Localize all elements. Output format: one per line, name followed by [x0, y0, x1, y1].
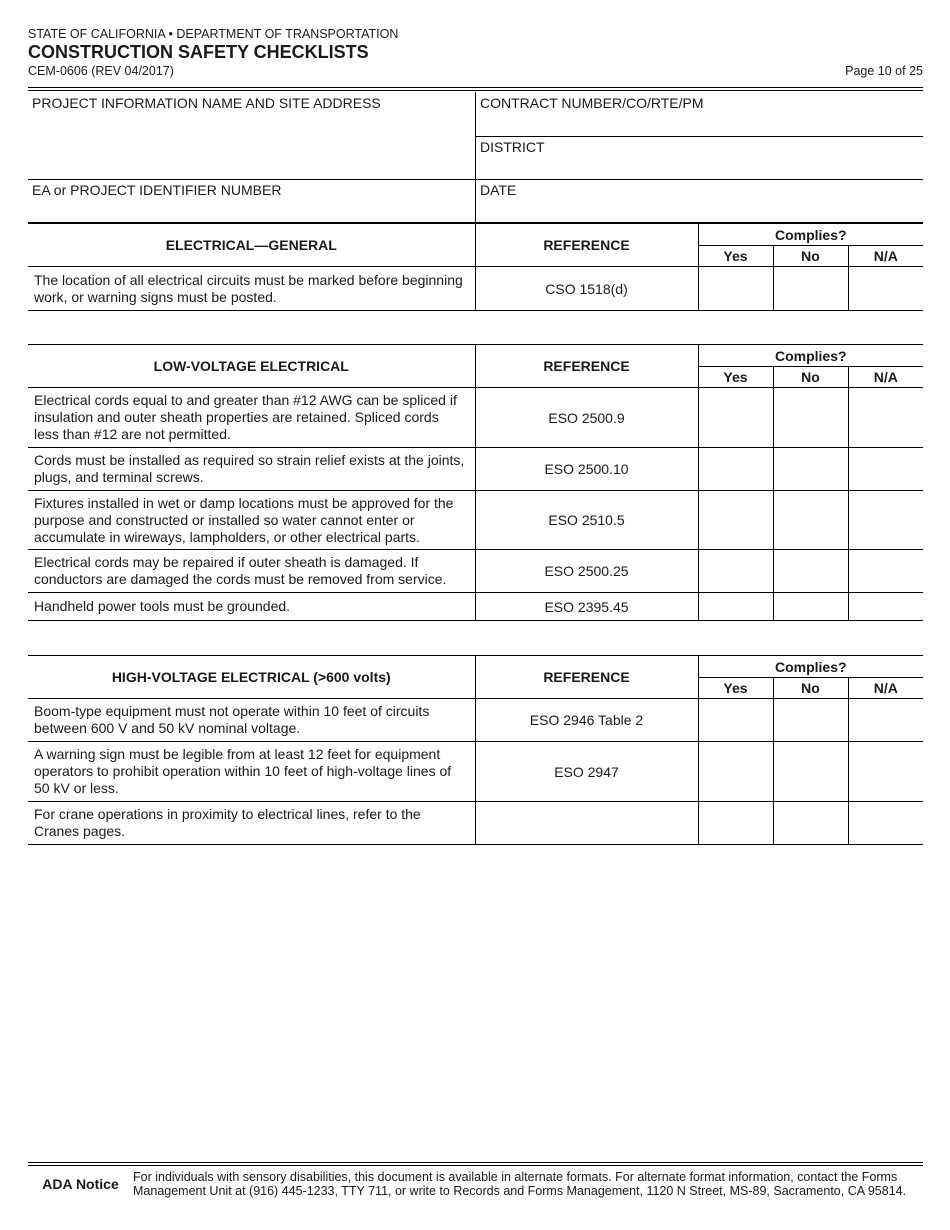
- reference-code: [475, 802, 698, 845]
- agency-name: STATE OF CALIFORNIA • DEPARTMENT OF TRANSPORTATION: [28, 27, 399, 41]
- complies-heading: Complies?: [698, 345, 923, 367]
- table-row: [28, 388, 923, 448]
- project-info-block: [28, 92, 923, 223]
- requirement-text: Electrical cords equal to and greater than #12 AWG can be spliced if insulation and outer sheath properties are retained. Spliced cords less than #12 are not permitted.: [28, 388, 475, 448]
- page-number: Page 10 of 25: [845, 64, 923, 78]
- na-checkbox[interactable]: [848, 699, 923, 742]
- reference-code: ESO 2510.5: [475, 491, 698, 550]
- date-field[interactable]: [476, 179, 923, 201]
- yes-checkbox[interactable]: [698, 802, 773, 845]
- na-checkbox[interactable]: [848, 448, 923, 491]
- na-checkbox[interactable]: [848, 802, 923, 845]
- electrical-general-table: [28, 223, 923, 311]
- reference-heading: REFERENCE: [475, 656, 698, 699]
- footer-divider: [28, 1162, 923, 1163]
- table-row: [28, 742, 923, 802]
- form-header: [28, 27, 923, 79]
- na-checkbox[interactable]: [848, 742, 923, 802]
- requirement-text: A warning sign must be legible from at least 12 feet for equipment operators to prohibit operation within 10 feet of high-voltage lines of 50 kV or less.: [28, 742, 475, 802]
- table-row: [28, 699, 923, 742]
- form-title: CONSTRUCTION SAFETY CHECKLISTS: [28, 42, 369, 62]
- reference-code: ESO 2500.10: [475, 448, 698, 491]
- yes-checkbox[interactable]: [698, 742, 773, 802]
- no-checkbox[interactable]: [773, 802, 848, 845]
- no-heading: No: [773, 246, 848, 267]
- section-heading: LOW-VOLTAGE ELECTRICAL: [28, 345, 475, 388]
- district-label: DISTRICT: [480, 139, 545, 155]
- contract-number-label: CONTRACT NUMBER/CO/RTE/PM: [480, 95, 704, 111]
- na-heading: N/A: [848, 367, 923, 388]
- no-checkbox[interactable]: [773, 593, 848, 621]
- yes-heading: Yes: [698, 678, 773, 699]
- header-divider: [28, 87, 923, 88]
- reference-code: ESO 2500.9: [475, 388, 698, 448]
- project-info-field[interactable]: [28, 92, 475, 114]
- yes-heading: Yes: [698, 246, 773, 267]
- project-info-left: [28, 92, 475, 223]
- no-checkbox[interactable]: [773, 550, 848, 593]
- yes-checkbox[interactable]: [698, 593, 773, 621]
- na-checkbox[interactable]: [848, 491, 923, 550]
- ada-notice: [28, 1170, 923, 1198]
- no-heading: No: [773, 367, 848, 388]
- na-checkbox[interactable]: [848, 267, 923, 311]
- reference-code: ESO 2500.25: [475, 550, 698, 593]
- ada-notice-text: For individuals with sensory disabilities, this document is available in alternate formats. For alternate format information, contact the Forms Management Unit at (916) 445-1233, TTY 711, or write to Records and Forms Management, 1120 N Street, MS-89, Sacramento, CA 95814.: [133, 1170, 907, 1198]
- form-number: CEM-0606 (REV 04/2017): [28, 64, 174, 78]
- na-checkbox[interactable]: [848, 388, 923, 448]
- date-label: DATE: [480, 182, 517, 198]
- yes-checkbox[interactable]: [698, 267, 773, 311]
- no-heading: No: [773, 678, 848, 699]
- table-row: [28, 593, 923, 621]
- table-row: [28, 448, 923, 491]
- no-checkbox[interactable]: [773, 699, 848, 742]
- no-checkbox[interactable]: [773, 491, 848, 550]
- ada-notice-label: ADA Notice: [42, 1176, 119, 1192]
- ea-identifier-label: EA or PROJECT IDENTIFIER NUMBER: [32, 182, 282, 198]
- yes-checkbox[interactable]: [698, 550, 773, 593]
- low-voltage-table: [28, 344, 923, 621]
- project-info-right: [475, 92, 923, 223]
- requirement-text: Handheld power tools must be grounded.: [28, 593, 475, 621]
- section-heading: HIGH-VOLTAGE ELECTRICAL (>600 volts): [28, 656, 475, 699]
- no-checkbox[interactable]: [773, 742, 848, 802]
- yes-checkbox[interactable]: [698, 388, 773, 448]
- reference-heading: REFERENCE: [475, 224, 698, 267]
- contract-number-field[interactable]: [476, 92, 923, 114]
- complies-heading: Complies?: [698, 656, 923, 678]
- requirement-text: Boom-type equipment must not operate within 10 feet of circuits between 600 V and 50 kV nominal voltage.: [28, 699, 475, 742]
- na-checkbox[interactable]: [848, 593, 923, 621]
- complies-heading: Complies?: [698, 224, 923, 246]
- yes-checkbox[interactable]: [698, 699, 773, 742]
- form-meta-row: [28, 64, 923, 79]
- table-row: [28, 267, 923, 311]
- yes-checkbox[interactable]: [698, 448, 773, 491]
- requirement-text: For crane operations in proximity to electrical lines, refer to the Cranes pages.: [28, 802, 475, 845]
- reference-code: ESO 2395.45: [475, 593, 698, 621]
- reference-code: ESO 2947: [475, 742, 698, 802]
- requirement-text: Fixtures installed in wet or damp locations must be approved for the purpose and constructed or installed so water cannot enter or accumulate in wireways, lampholders, or other electrical parts.: [28, 491, 475, 550]
- reference-code: CSO 1518(d): [475, 267, 698, 311]
- yes-checkbox[interactable]: [698, 491, 773, 550]
- ea-identifier-field[interactable]: [28, 179, 475, 201]
- table-row: [28, 491, 923, 550]
- table-row: [28, 802, 923, 845]
- reference-code: ESO 2946 Table 2: [475, 699, 698, 742]
- requirement-text: The location of all electrical circuits must be marked before beginning work, or warning signs must be posted.: [28, 267, 475, 311]
- district-field[interactable]: [476, 136, 923, 158]
- no-checkbox[interactable]: [773, 448, 848, 491]
- na-heading: N/A: [848, 246, 923, 267]
- requirement-text: Electrical cords may be repaired if outer sheath is damaged. If conductors are damaged the cords must be removed from service.: [28, 550, 475, 593]
- reference-heading: REFERENCE: [475, 345, 698, 388]
- high-voltage-table: [28, 655, 923, 845]
- section-heading: ELECTRICAL—GENERAL: [28, 224, 475, 267]
- na-heading: N/A: [848, 678, 923, 699]
- na-checkbox[interactable]: [848, 550, 923, 593]
- no-checkbox[interactable]: [773, 267, 848, 311]
- table-row: [28, 550, 923, 593]
- requirement-text: Cords must be installed as required so strain relief exists at the joints, plugs, and terminal screws.: [28, 448, 475, 491]
- yes-heading: Yes: [698, 367, 773, 388]
- no-checkbox[interactable]: [773, 388, 848, 448]
- project-info-label: PROJECT INFORMATION NAME AND SITE ADDRESS: [32, 95, 381, 111]
